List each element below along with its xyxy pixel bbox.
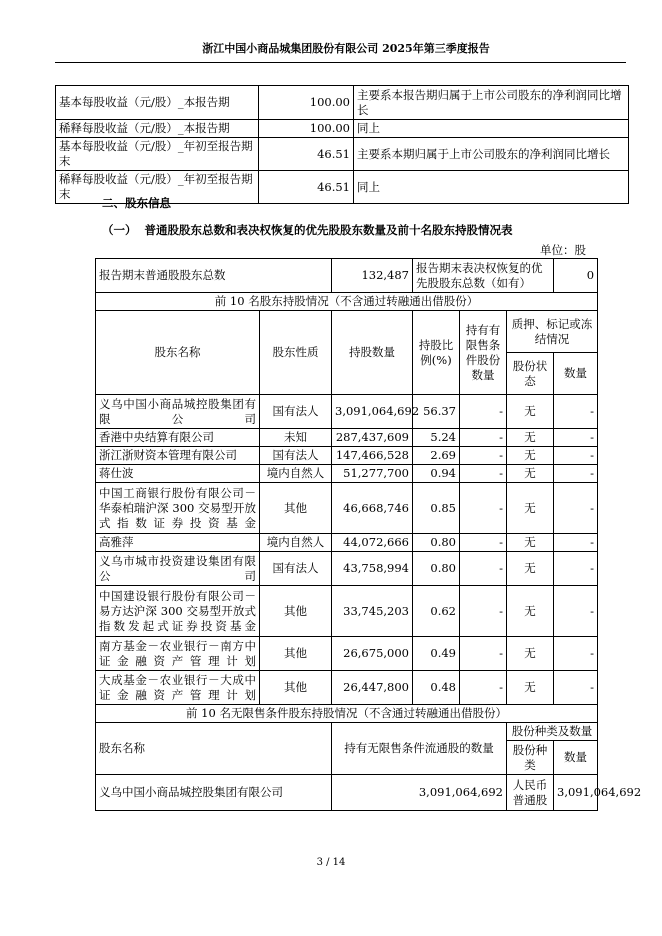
u-col-header-num: 数量 — [554, 741, 598, 775]
table-row — [96, 447, 598, 465]
holder-status: 无 — [507, 447, 554, 465]
eps-row — [56, 120, 629, 138]
top10-title-row — [96, 293, 598, 311]
table-row — [96, 775, 598, 811]
holder-ratio: 56.37 — [413, 395, 460, 429]
holder-qty: 46,668,746 — [332, 483, 413, 534]
holder-nature: 国有法人 — [260, 447, 332, 465]
col-header-num: 数量 — [554, 353, 598, 395]
holder-qty: 51,277,700 — [332, 465, 413, 483]
holder-restricted: - — [460, 637, 507, 671]
holder-ratio: 0.62 — [413, 586, 460, 637]
holder-restricted: - — [460, 447, 507, 465]
holder-qty: 44,072,666 — [332, 534, 413, 552]
u-col-header-qty: 持有无限售条件流通股的数量 — [332, 723, 507, 775]
holder-nature: 境内自然人 — [260, 534, 332, 552]
totals-row — [96, 259, 598, 293]
holder-status: 无 — [507, 637, 554, 671]
header-divider — [55, 62, 626, 63]
pref-holders-label: 报告期末表决权恢复的优先股股东总数（如有） — [413, 259, 554, 293]
holder-restricted: - — [460, 395, 507, 429]
holder-ratio: 2.69 — [413, 447, 460, 465]
header-row — [96, 311, 598, 353]
holder-ratio: 0.94 — [413, 465, 460, 483]
eps-value: 100.00 — [259, 86, 354, 120]
holder-name: 大成基金－农业银行－大成中证金融资产管理计划 — [96, 671, 260, 705]
holder-name: 中国工商银行股份有限公司－华泰柏瑞沪深 300 交易型开放式指数证券投资基金 — [96, 483, 260, 534]
u-holder-qty: 3,091,064,692 — [332, 775, 507, 811]
eps-table — [55, 85, 629, 204]
u-col-header-type-group: 股份种类及数量 — [507, 723, 598, 741]
holder-status: 无 — [507, 483, 554, 534]
u-col-header-name: 股东名称 — [96, 723, 332, 775]
col-header-restricted: 持有有限售条件股份数量 — [460, 311, 507, 395]
eps-reason: 主要系本报告期归属于上市公司股东的净利润同比增长 — [354, 86, 629, 120]
u-header-row — [96, 723, 598, 741]
holder-restricted: - — [460, 552, 507, 586]
table-row — [96, 483, 598, 534]
eps-row — [56, 138, 629, 171]
col-header-nature: 股东性质 — [260, 311, 332, 395]
col-header-pledge: 质押、标记或冻结情况 — [507, 311, 598, 353]
eps-value: 100.00 — [259, 120, 354, 138]
eps-reason: 主要系本期归属于上市公司股东的净利润同比增长 — [354, 138, 629, 171]
table-row — [96, 429, 598, 447]
eps-item: 基本每股收益（元/股）_本报告期 — [56, 86, 259, 120]
holder-ratio: 5.24 — [413, 429, 460, 447]
holder-num: - — [554, 534, 598, 552]
table-row — [96, 586, 598, 637]
holder-status: 无 — [507, 465, 554, 483]
unrestricted-title: 前 10 名无限售条件股东持股情况（不含通过转融通出借股份） — [96, 705, 598, 723]
holder-status: 无 — [507, 395, 554, 429]
u-holder-num: 3,091,064,692 — [554, 775, 598, 811]
holder-num: - — [554, 671, 598, 705]
holder-restricted: - — [460, 586, 507, 637]
unrestricted-title-row — [96, 705, 598, 723]
holder-nature: 其他 — [260, 483, 332, 534]
holder-ratio: 0.48 — [413, 671, 460, 705]
holder-nature: 未知 — [260, 429, 332, 447]
eps-row — [56, 86, 629, 120]
holder-qty: 26,675,000 — [332, 637, 413, 671]
holder-ratio: 0.49 — [413, 637, 460, 671]
holder-num: - — [554, 483, 598, 534]
holder-num: - — [554, 637, 598, 671]
col-header-qty: 持股数量 — [332, 311, 413, 395]
holder-qty: 33,745,203 — [332, 586, 413, 637]
holder-num: - — [554, 395, 598, 429]
total-holders-value: 132,487 — [332, 259, 413, 293]
holder-restricted: - — [460, 429, 507, 447]
holder-restricted: - — [460, 671, 507, 705]
page-number: 3 / 14 — [316, 857, 346, 868]
table-row — [96, 465, 598, 483]
holder-num: - — [554, 552, 598, 586]
holder-ratio: 0.80 — [413, 552, 460, 586]
table-row — [96, 534, 598, 552]
holder-nature: 其他 — [260, 586, 332, 637]
holder-restricted: - — [460, 483, 507, 534]
eps-reason: 同上 — [354, 171, 629, 204]
holder-qty: 287,437,609 — [332, 429, 413, 447]
table-row — [96, 637, 598, 671]
eps-item: 基本每股收益（元/股）_年初至报告期末 — [56, 138, 259, 171]
holder-name: 义乌市城市投资建设集团有限公司 — [96, 552, 260, 586]
holder-qty: 147,466,528 — [332, 447, 413, 465]
page-header: 浙江中国小商品城集团股份有限公司 2025年第三季度报告 — [202, 42, 490, 55]
col-header-name: 股东名称 — [96, 311, 260, 395]
total-holders-label: 报告期末普通股股东总数 — [96, 259, 332, 293]
holder-status: 无 — [507, 429, 554, 447]
eps-reason: 同上 — [354, 120, 629, 138]
eps-value: 46.51 — [259, 138, 354, 171]
top10-title: 前 10 名股东持股情况（不含通过转融通出借股份） — [96, 293, 598, 311]
holder-status: 无 — [507, 586, 554, 637]
holder-name: 义乌中国小商品城控股集团有限公司 — [96, 395, 260, 429]
holder-num: - — [554, 465, 598, 483]
table-row — [96, 671, 598, 705]
u-holder-type: 人民币普通股 — [507, 775, 554, 811]
u-holder-name: 义乌中国小商品城控股集团有限公司 — [96, 775, 332, 811]
holder-qty: 3,091,064,692 — [332, 395, 413, 429]
holder-status: 无 — [507, 552, 554, 586]
holders-table — [95, 258, 642, 811]
holder-name: 中国建设银行股份有限公司－易方达沪深 300 交易型开放式指数发起式证券投资基金 — [96, 586, 260, 637]
pref-holders-value: 0 — [554, 259, 598, 293]
unit-label: 单位：股 — [540, 243, 586, 257]
holder-name: 浙江浙财资本管理有限公司 — [96, 447, 260, 465]
u-col-header-type: 股份种类 — [507, 741, 554, 775]
holder-nature: 其他 — [260, 671, 332, 705]
holder-restricted: - — [460, 465, 507, 483]
section-subtitle: （一） 普通股股东总数和表决权恢复的优先股股东数量及前十名股东持股情况表 — [102, 223, 513, 237]
holder-name: 高雅萍 — [96, 534, 260, 552]
holder-name: 南方基金－农业银行－南方中证金融资产管理计划 — [96, 637, 260, 671]
eps-item: 稀释每股收益（元/股）_年初至报告期末 — [56, 171, 259, 204]
holder-status: 无 — [507, 534, 554, 552]
holder-ratio: 0.85 — [413, 483, 460, 534]
col-header-ratio: 持股比例(%) — [413, 311, 460, 395]
holder-restricted: - — [460, 534, 507, 552]
eps-value: 46.51 — [259, 171, 354, 204]
holder-ratio: 0.80 — [413, 534, 460, 552]
holder-qty: 43,758,994 — [332, 552, 413, 586]
holder-num: - — [554, 447, 598, 465]
eps-item: 稀释每股收益（元/股）_本报告期 — [56, 120, 259, 138]
holder-name: 蒋仕波 — [96, 465, 260, 483]
table-row — [96, 395, 598, 429]
holder-num: - — [554, 429, 598, 447]
holder-status: 无 — [507, 671, 554, 705]
holder-num: - — [554, 586, 598, 637]
section-title: 二、股东信息 — [102, 196, 171, 210]
holder-qty: 26,447,800 — [332, 671, 413, 705]
holder-nature: 其他 — [260, 637, 332, 671]
holder-nature: 国有法人 — [260, 395, 332, 429]
holder-nature: 境内自然人 — [260, 465, 332, 483]
table-row — [96, 552, 598, 586]
col-header-status: 股份状态 — [507, 353, 554, 395]
holder-name: 香港中央结算有限公司 — [96, 429, 260, 447]
holder-nature: 国有法人 — [260, 552, 332, 586]
